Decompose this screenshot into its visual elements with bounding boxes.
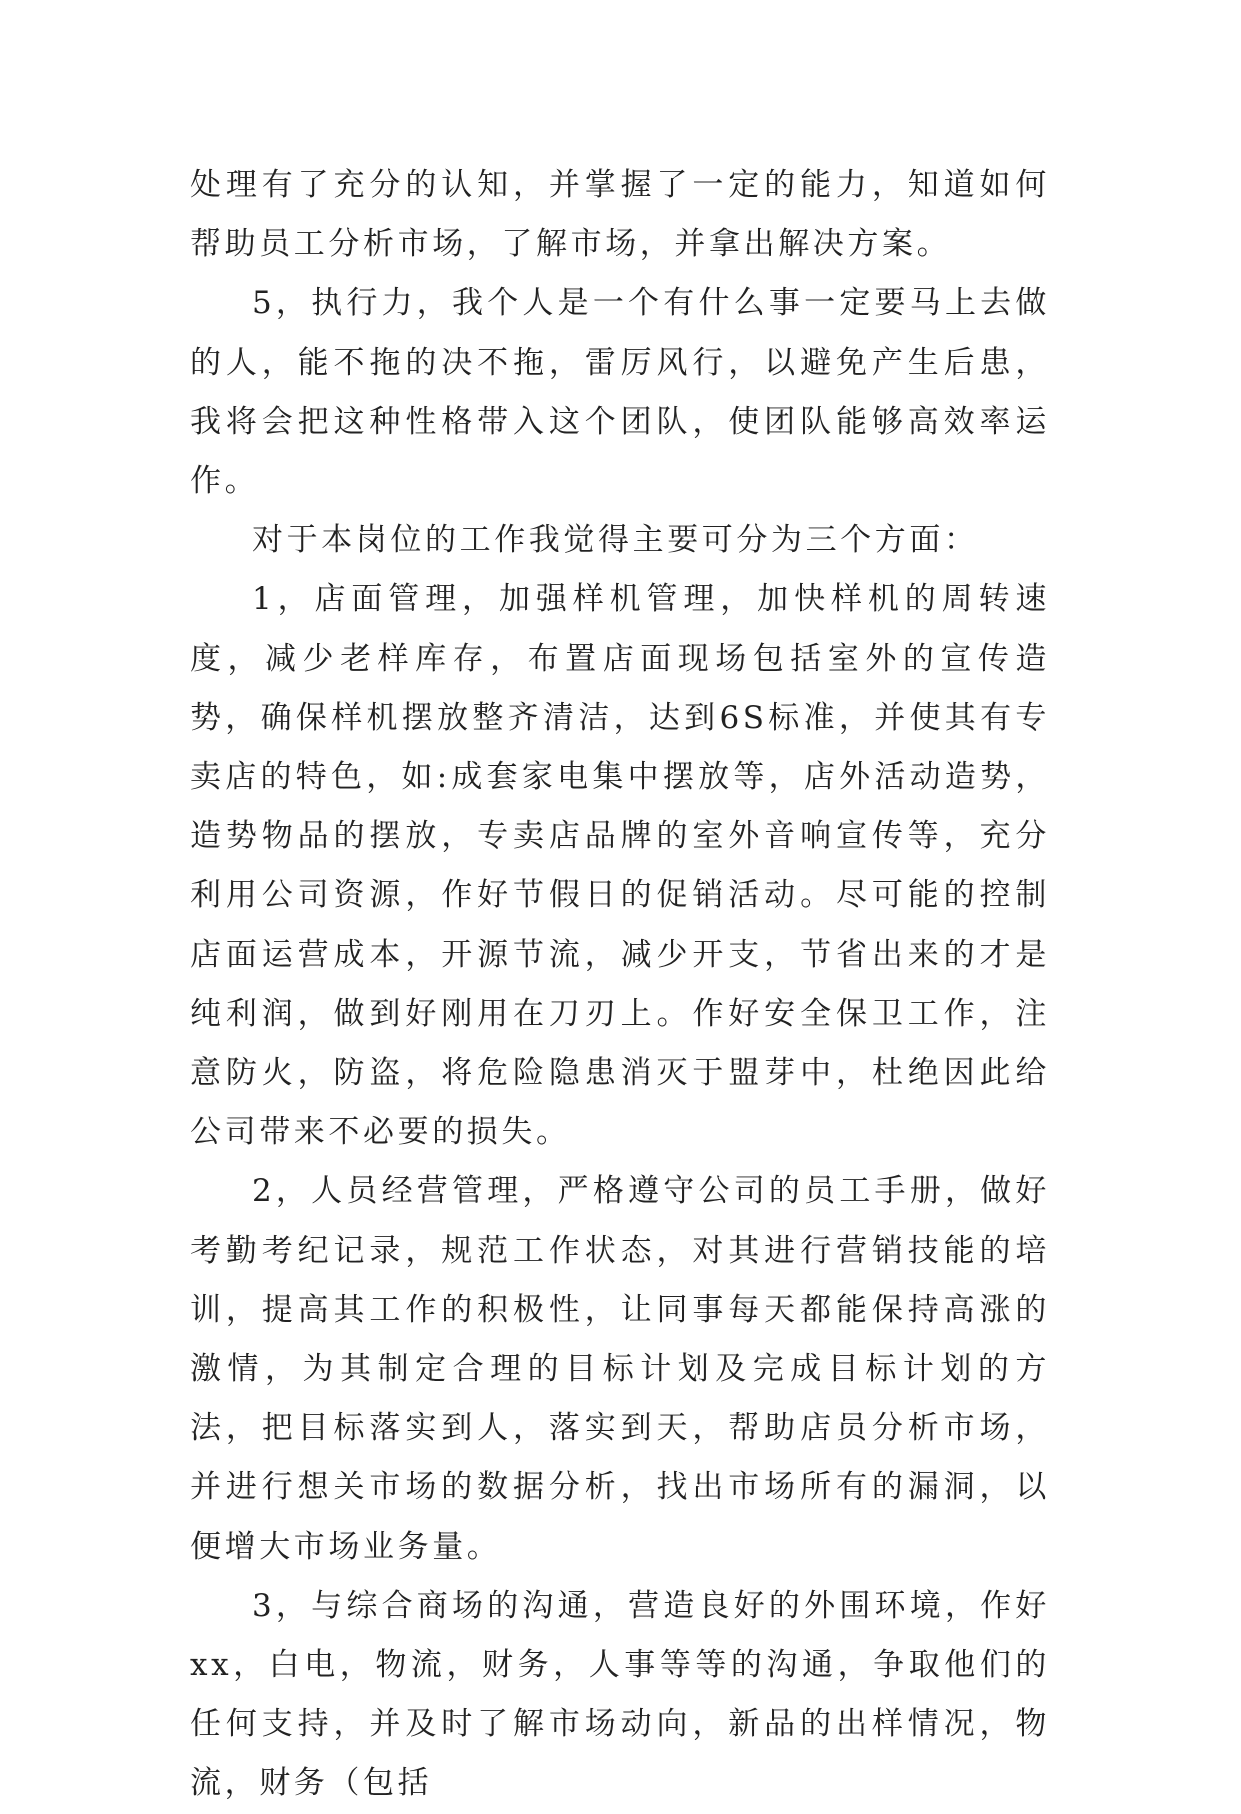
paragraph-execution: 5，执行力，我个人是一个有什么事一定要马上去做的人，能不拖的决不拖，雷厉风行，以避免产生后患，我将会把这种性格带入这个团队，使团队能够高效率运作。	[190, 285, 1050, 500]
paragraph-store-management: 1，店面管理，加强样机管理，加快样机的周转速度，减少老样库存，布置店面现场包括室外的宣传造势，确保样机摆放整齐清洁，达到6S标准，并使其有专卖店的特色，如:成套家电集中摆放等，店外活动造势，造势物品的摆放，专卖店品牌的室外音响宣传等，充分利用公司资源，作好节假日的促销活动。尽可能的控制店面运营成本，开源节流，减少开支，节省出来的才是纯利润，做到好刚用在刀刃上。作好安全保卫工作，注意防火，防盗，将危险隐患消灭于盟芽中，杜绝因此给公司带来不必要的损失。	[190, 581, 1050, 1151]
paragraph-staff-management: 2，人员经营管理，严格遵守公司的员工手册，做好考勤考纪记录，规范工作状态，对其进行营销技能的培训，提高其工作的积极性，让同事每天都能保持高涨的激情，为其制定合理的目标计划及完成目标计划的方法，把目标落实到人，落实到天，帮助店员分析市场，并进行想关市场的数据分析，找出市场所有的漏洞，以便增大市场业务量。	[190, 1173, 1050, 1565]
paragraph-mall-communication: 3，与综合商场的沟通，营造良好的外围环境，作好xx，白电，物流，财务，人事等等的沟通，争取他们的任何支持，并及时了解市场动向，新品的出样情况，物流，财务（包括	[190, 1587, 1050, 1802]
paragraph-work-intro: 对于本岗位的工作我觉得主要可分为三个方面：	[252, 522, 979, 559]
document-body	[190, 156, 1050, 1814]
paragraph-continuation: 处理有了充分的认知，并掌握了一定的能力，知道如何帮助员工分析市场，了解市场，并拿出解决方案。	[190, 167, 1050, 263]
